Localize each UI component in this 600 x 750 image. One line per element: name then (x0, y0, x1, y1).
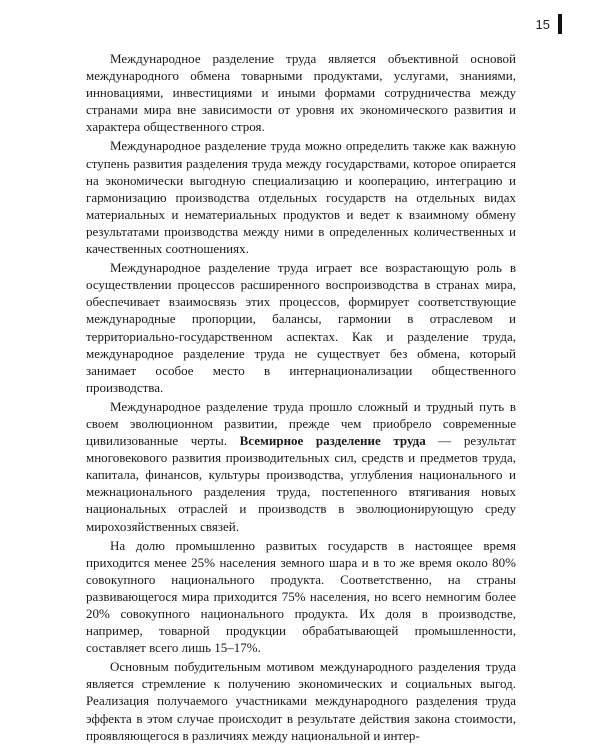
paragraph-4-intro: Международное разделение труда прошло сложный и трудный путь в своем эволюционном развитии, прежде чем приобрело современные цивилизованные черты. (86, 398, 516, 449)
page-number: 15 (535, 16, 550, 32)
paragraph-5: На долю промышленно развитых государств в настоящее время приходится менее 25% населения земного шара и в то же время около 80% совокупного национального продукта. Соответственно, на страны развивающегося мира приходится 75% населения, но всего немногим более 20% совокупного национального продукта. Их доля в производстве, например, товарной продукции обрабатывающей промышленности, составляет всего лишь 15–17%. (86, 537, 516, 656)
page-header (536, 14, 562, 34)
paragraph-4 (86, 398, 516, 535)
body-text (86, 50, 516, 744)
paragraph-2: Международное разделение труда можно определить также как важную ступень развития разделения труда между государствами, которое опирается на экономически выгодную специализацию и кооперацию, интеграцию и гармонизацию производства отдельных государств на отдельных видах материальных и нематериальных продуктов и ведет к взаимному обмену результатами производства между ними в определенных количественных и качественных соотношениях. (86, 138, 516, 257)
page-number-bar (558, 14, 562, 34)
paragraph-3: Международное разделение труда играет все возрастающую роль в осуществлении процессов расширенного воспроизводства в странах мира, обеспечивает взаимосвязь этих процессов, формирует соответствующие международные пропорции, балансы, гармонии в отраслевом и территориально-государственном аспектах. Как и разделение труда, международное разделение труда не существует без обмена, который занимает особое место в интернационализации общественного производства. (86, 260, 516, 395)
paragraph-6: Основным побудительным мотивом международного разделения труда является стремление к получению экономических и социальных выгод. Реализация получаемого участниками международного разделения труда эффекта в этом случае происходит в результате действия закона стоимости, проявляющегося в различиях между национальной и интер- (86, 659, 516, 743)
paragraph-1: Международное разделение труда является объективной основой международного обмена товарными продуктами, услугами, знаниями, инновациями, инвестициями и иными формами сотрудничества между странами мира вне зависимости от уровня их экономического развития и характера общественного строя. (86, 51, 516, 135)
paragraph-4-definition: — результат многовекового развития производительных сил, средств и предметов труда, капитала, финансов, культуры производства, углубления национального и межнационального разделения труда, постепенного втягивания новых национальных отраслей и производств в эволюционирующую среду мирохозяйственных связей. (86, 433, 516, 534)
term-world-division-of-labor: Всемирное разделение труда (239, 433, 426, 449)
